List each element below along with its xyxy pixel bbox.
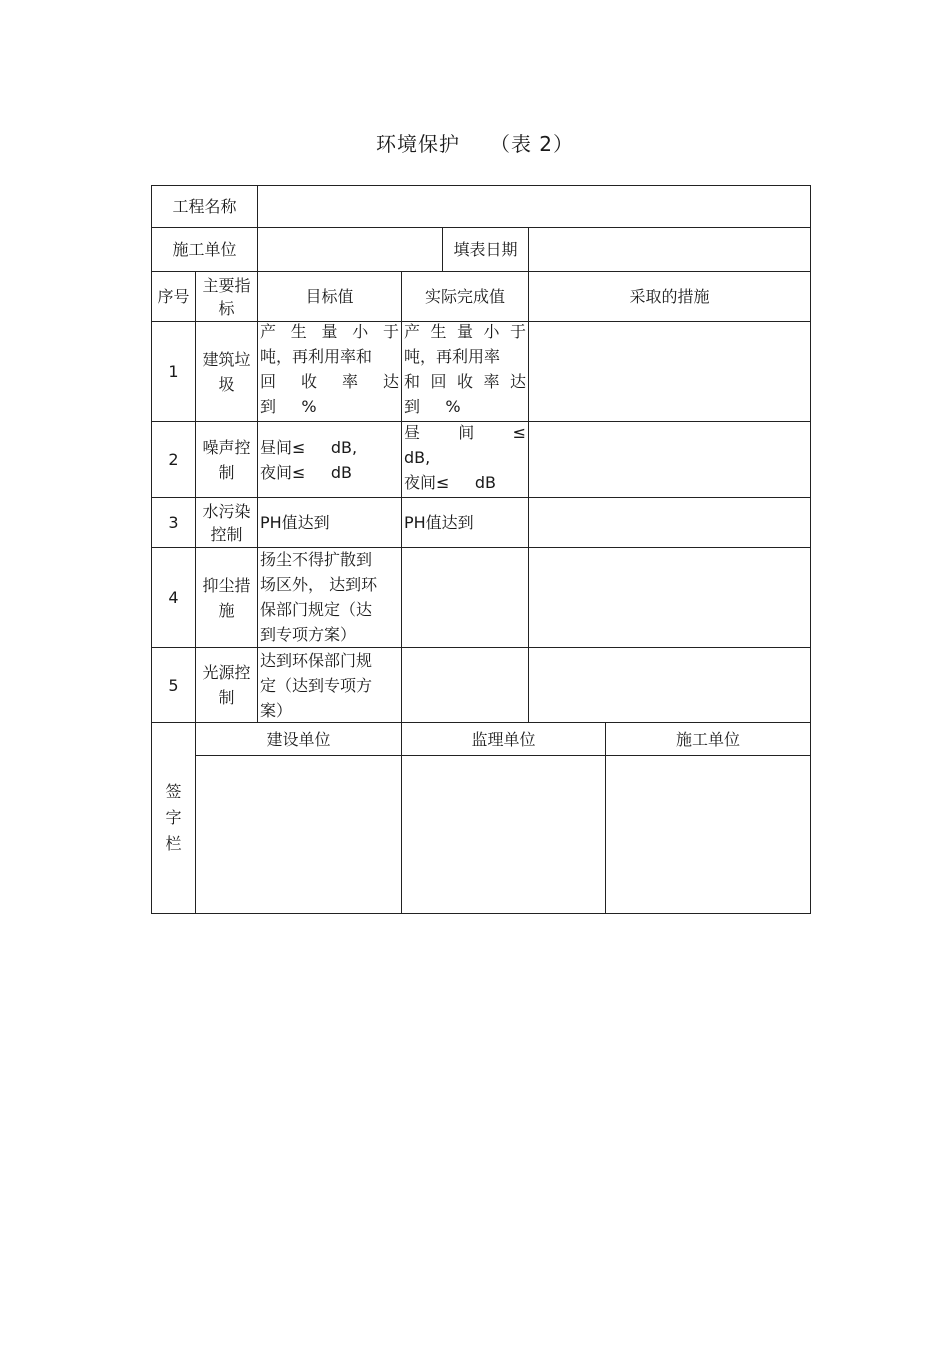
row-seq: 1 [168, 362, 179, 381]
signature-owner-label: 建设单位 [266, 729, 331, 749]
indicator-line: 控制 [210, 524, 243, 544]
row-target: PH值达到 [260, 513, 330, 532]
indicator-line: 抑尘措 [202, 575, 251, 595]
row-target [258, 422, 401, 497]
row-actual[interactable]: PH值达到 [404, 513, 474, 532]
signature-supervisor-box[interactable] [402, 756, 605, 913]
signature-supervisor-label: 监理单位 [471, 729, 536, 749]
indicator-line: 制 [218, 688, 235, 707]
target-line: 达到环保部门规 [260, 651, 373, 670]
indicator-header-line: 主要指 [202, 275, 251, 295]
actual-line: 和 回 收 率 达 [404, 372, 526, 391]
construction-unit-field[interactable] [258, 228, 442, 271]
actual-line: dB, [404, 448, 431, 467]
target-line: 昼间≤ dB, [260, 437, 358, 457]
target-line: 到专项方案） [260, 625, 357, 644]
table-border-bottom [151, 913, 811, 914]
row-seq: 2 [168, 450, 179, 469]
actual-line: 夜间≤ dB [404, 473, 496, 492]
fill-date-label: 填表日期 [453, 240, 518, 259]
target-line: 吨，再利用率和 [260, 347, 373, 366]
row-target [258, 548, 401, 647]
row-actual[interactable] [402, 422, 528, 497]
row-seq: 3 [168, 513, 179, 532]
column-header-indicator [196, 272, 257, 321]
fill-date-field[interactable] [529, 228, 810, 271]
actual-line: 到 % [404, 397, 461, 416]
row-measures[interactable] [529, 648, 810, 722]
target-line: 场区外， 达到环 [260, 575, 378, 594]
title-table-number: （表 2） [489, 132, 575, 156]
row-target [258, 322, 401, 421]
actual-line: 昼 间 ≤ [404, 423, 526, 442]
column-header-target: 目标值 [305, 287, 354, 306]
target-line: 回 收 率 达 [260, 372, 399, 391]
row-measures[interactable] [529, 322, 810, 421]
indicator-line: 噪声控 [202, 437, 251, 457]
row-measures[interactable] [529, 548, 810, 647]
project-name-field[interactable] [258, 186, 810, 227]
target-line: 到 % [260, 397, 317, 416]
title-main: 环境保护 [375, 132, 460, 156]
row-measures[interactable] [529, 498, 810, 547]
row-seq: 5 [168, 675, 179, 695]
indicator-line: 施 [218, 600, 235, 620]
row-indicator [196, 322, 257, 421]
row-actual[interactable] [402, 548, 528, 647]
row-indicator [196, 498, 257, 547]
indicator-line: 建筑垃 [202, 349, 251, 369]
row-indicator [196, 648, 257, 722]
signature-label-char: 签 [165, 782, 182, 801]
row-actual[interactable] [402, 648, 528, 722]
target-line: 产 生 量 小 于 [260, 322, 399, 341]
row-indicator [196, 422, 257, 497]
target-line: 保部门规定（达 [260, 600, 373, 619]
column-header-seq: 序号 [157, 287, 190, 306]
target-line: 扬尘不得扩散到 [260, 550, 373, 569]
construction-unit-label: 施工单位 [172, 240, 237, 259]
column-header-measures: 采取的措施 [629, 287, 710, 306]
target-line: 案） [260, 701, 293, 720]
indicator-line: 水污染 [202, 501, 251, 521]
actual-line: 产 生 量 小 于 [404, 322, 526, 341]
row-indicator [196, 548, 257, 647]
target-line: 定（达到专项方 [260, 676, 373, 695]
row-seq: 4 [168, 588, 179, 607]
indicator-line: 制 [218, 462, 235, 482]
indicator-line: 光源控 [202, 663, 251, 682]
row-actual[interactable] [402, 322, 528, 421]
table-border-right [810, 185, 811, 914]
target-line: 夜间≤ dB [260, 462, 352, 482]
row-measures[interactable] [529, 422, 810, 497]
signature-label-char: 栏 [165, 834, 182, 853]
signature-owner-box[interactable] [196, 756, 401, 913]
project-name-label: 工程名称 [172, 197, 237, 216]
row-target [258, 648, 401, 722]
signature-label [152, 723, 195, 913]
column-header-actual: 实际完成值 [424, 287, 505, 306]
indicator-header-line: 标 [218, 298, 235, 318]
signature-label-char: 字 [165, 808, 182, 827]
actual-line: 吨，再利用率 [404, 347, 501, 366]
signature-contractor-label: 施工单位 [675, 729, 740, 749]
indicator-line: 圾 [218, 374, 235, 394]
signature-contractor-box[interactable] [606, 756, 810, 913]
